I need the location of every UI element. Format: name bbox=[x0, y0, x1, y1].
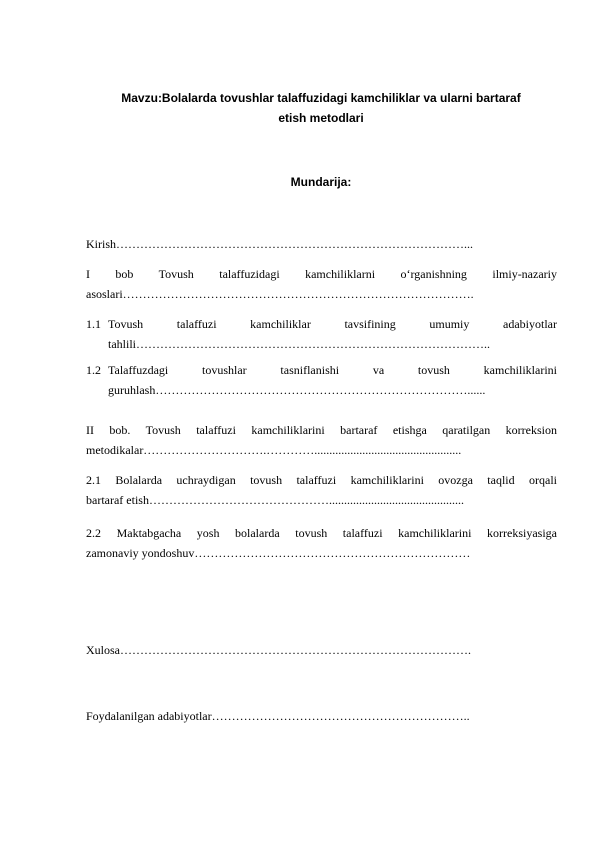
toc-entry-line-2: zamonaviy yondoshuv…………………………………………………………… bbox=[86, 546, 471, 560]
toc-entry-label: Foydalanilgan adabiyotlar……………………………………………………….. bbox=[86, 709, 470, 723]
section-number: 1.1 bbox=[86, 317, 101, 331]
toc-entry-line-2: tahlili…………………………………………………………………………….. bbox=[108, 337, 490, 351]
toc-entry-line-1 bbox=[86, 360, 557, 380]
title-line-1: Mavzu:Bolalarda tovushlar talaffuzidagi kamchiliklar va ularni bartaraf bbox=[121, 91, 521, 105]
toc-entry-label: Xulosa……………………………………………………………………………. bbox=[86, 643, 471, 657]
toc-entry-line-1 bbox=[86, 314, 557, 334]
toc-entry-bob-1 bbox=[86, 264, 557, 304]
toc-entry-line-1: II bob. Tovush talaffuzi kamchiliklarini bartaraf etishga qaratilgan korreksion bbox=[86, 423, 557, 437]
toc-entry-line-1: 2.1 Bolalarda uchraydigan tovush talaffuzi kamchiliklarini ovozga taqlid orqali bbox=[86, 473, 557, 487]
toc-entry-section-1-2 bbox=[86, 360, 557, 400]
toc-entry-line-2: guruhlash……………………………………………………………………...... bbox=[108, 383, 486, 397]
document-title bbox=[86, 88, 556, 128]
toc-heading: Mundarija: bbox=[290, 175, 352, 189]
toc-entry-line-2: asoslari……………………………………………………………………………. bbox=[86, 287, 474, 301]
toc-entry-bob-2 bbox=[86, 420, 557, 460]
section-number: 1.2 bbox=[86, 363, 101, 377]
toc-entry-section-1-1 bbox=[86, 314, 557, 354]
toc-entry-xulosa bbox=[86, 640, 557, 660]
toc-entry-line-2: metodikalar………………………….…………................................................. bbox=[86, 443, 462, 457]
section-title: Tovush talaffuzi kamchiliklar tavsifining umumiy adabiyotlar bbox=[108, 317, 557, 331]
toc-entry-section-2-1 bbox=[86, 470, 557, 510]
toc-entry-foydalanilgan-adabiyotlar bbox=[86, 706, 557, 726]
toc-entry-line-2: bartaraf etish………………………………………............................................. bbox=[86, 493, 464, 507]
toc-entry-section-2-2 bbox=[86, 523, 557, 563]
title-line-2: etish metodlari bbox=[278, 111, 364, 125]
section-title: Talaffuzdagi tovushlar tasniflanishi va tovush kamchiliklarini bbox=[108, 363, 557, 377]
toc-entry-kirish bbox=[86, 234, 557, 254]
toc-entry-label: Kirish……………………………………………………………………………... bbox=[86, 237, 473, 251]
toc-entry-line-1: I bob Tovush talaffuzidagi kamchiliklarni o‘rganishning ilmiy-nazariy bbox=[86, 267, 557, 281]
toc-entry-line-1: 2.2 Maktabgacha yosh bolalarda tovush talaffuzi kamchiliklarini korreksiyasiga bbox=[86, 526, 557, 540]
